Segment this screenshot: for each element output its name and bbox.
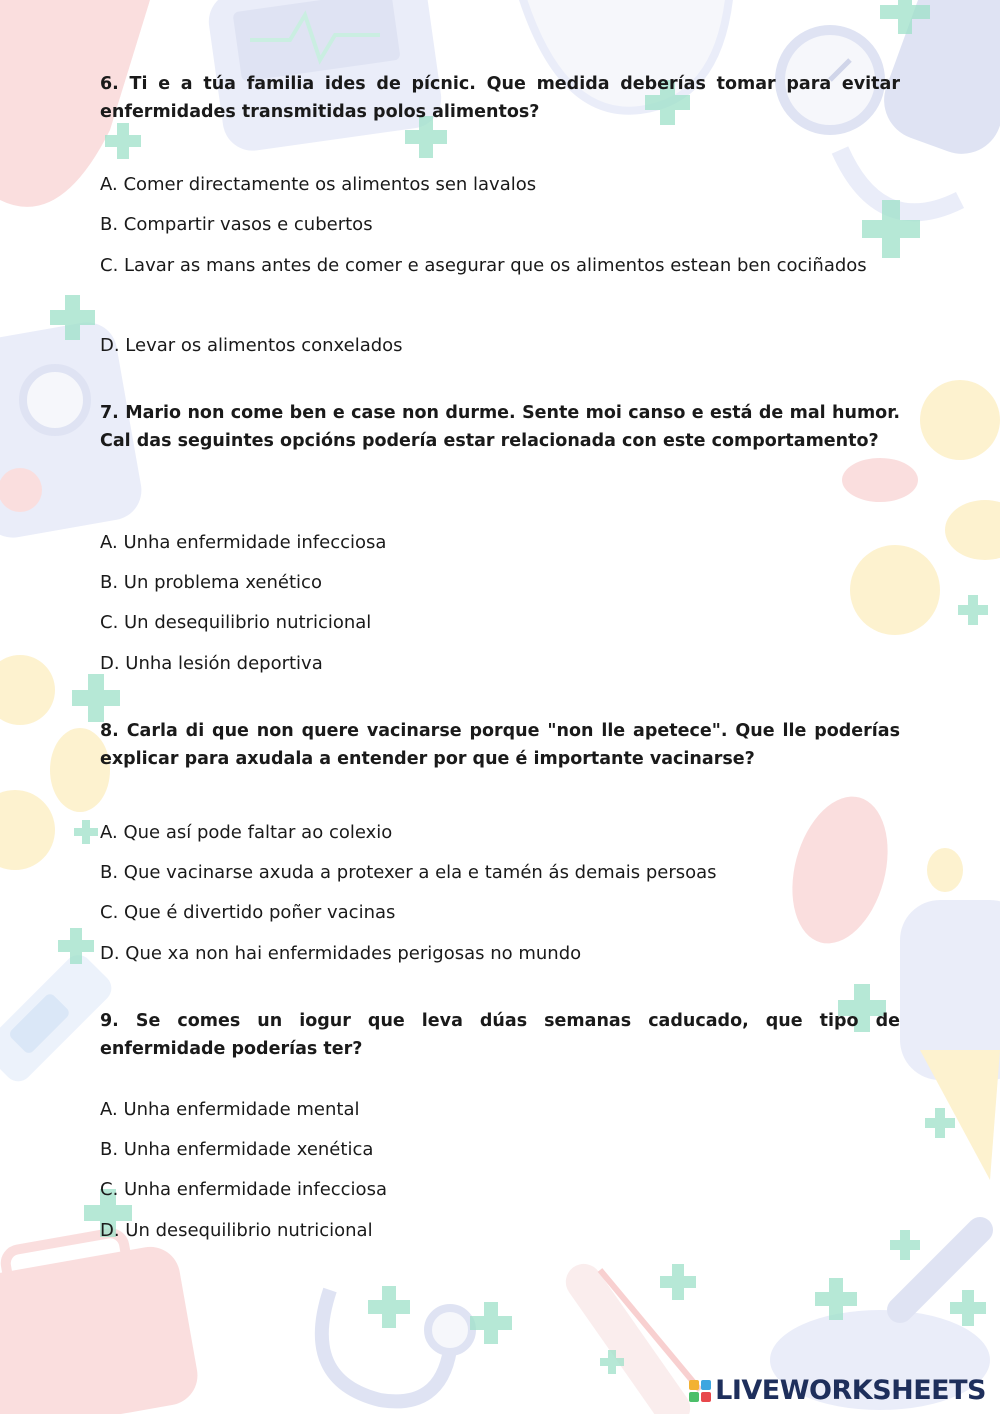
- question-8-option-d[interactable]: D. Que xa non hai enfermidades perigosas no mundo: [100, 943, 582, 964]
- question-9-option-a[interactable]: A. Unha enfermidade mental: [100, 1099, 360, 1120]
- liveworksheets-mark-icon: [689, 1380, 711, 1402]
- question-7-option-b[interactable]: B. Un problema xenético: [100, 572, 322, 593]
- liveworksheets-logo-text: LIVEWORKSHEETS: [715, 1375, 986, 1406]
- question-8-option-a[interactable]: A. Que así pode faltar ao colexio: [100, 822, 393, 843]
- question-8: 8. Carla di que non quere vacinarse porque "non lle apetece". Que lle poderías explicar para axudala a entender por que é importante vacinarse?: [100, 721, 900, 769]
- question-8-option-c[interactable]: C. Que é divertido poñer vacinas: [100, 902, 396, 923]
- question-7: 7. Mario non come ben e case non durme. Sente moi canso e está de mal humor. Cal das seguintes opcións podería estar relacionada con este comportamento?: [100, 403, 900, 451]
- question-9-option-d[interactable]: D. Un desequilibrio nutricional: [100, 1220, 373, 1241]
- question-6-option-c[interactable]: C. Lavar as mans antes de comer e asegurar que os alimentos estean ben cociñados: [100, 255, 867, 276]
- question-6-option-d[interactable]: D. Levar os alimentos conxelados: [100, 335, 403, 356]
- question-9-option-c[interactable]: C. Unha enfermidade infecciosa: [100, 1179, 387, 1200]
- question-9: 9. Se comes un iogur que leva dúas semanas caducado, que tipo de enfermidade poderías ter?: [100, 1011, 900, 1059]
- question-7-option-c[interactable]: C. Un desequilibrio nutricional: [100, 612, 372, 633]
- question-6-option-b[interactable]: B. Compartir vasos e cubertos: [100, 214, 373, 235]
- question-7-option-d[interactable]: D. Unha lesión deportiva: [100, 653, 323, 674]
- question-8-option-b[interactable]: B. Que vacinarse axuda a protexer a ela e tamén ás demais persoas: [100, 862, 717, 883]
- question-7-option-a[interactable]: A. Unha enfermidade infecciosa: [100, 532, 387, 553]
- question-6: 6. Ti e a túa familia ides de pícnic. Que medida deberías tomar para evitar enfermidades transmitidas polos alimentos?: [100, 74, 900, 122]
- question-6-option-a[interactable]: A. Comer directamente os alimentos sen lavalos: [100, 174, 537, 195]
- question-9-option-b[interactable]: B. Unha enfermidade xenética: [100, 1139, 374, 1160]
- liveworksheets-logo[interactable]: [689, 1375, 986, 1406]
